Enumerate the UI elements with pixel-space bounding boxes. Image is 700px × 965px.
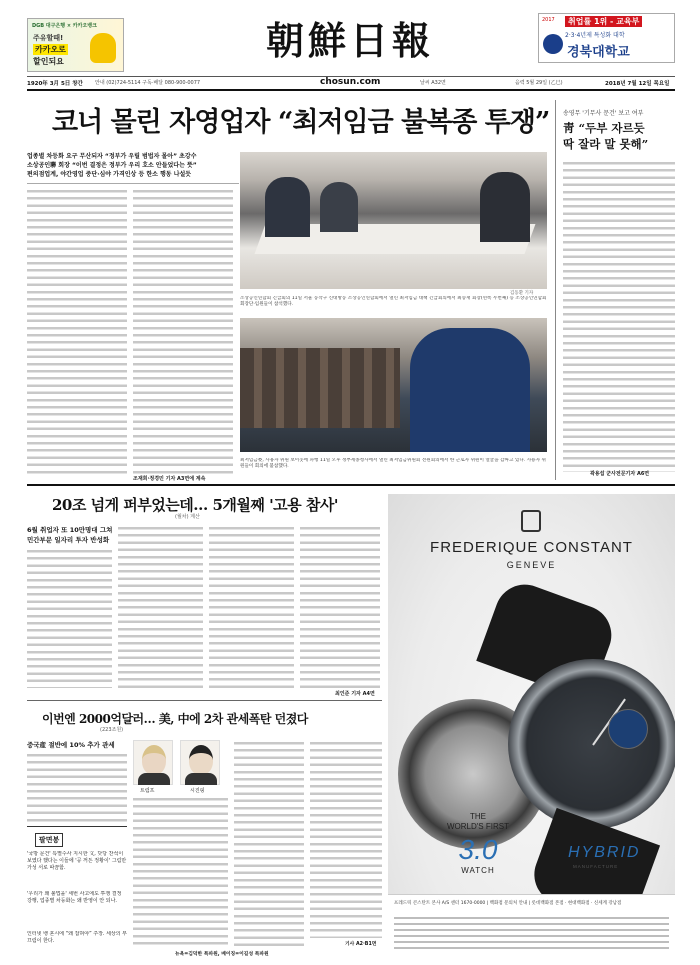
university-emblem-icon bbox=[543, 34, 563, 54]
side-byline: 곽용섭 군사전문기자 A6면 bbox=[590, 471, 650, 477]
top-ad-left-line3: 할인되요 bbox=[33, 57, 64, 66]
masthead-title: 朝鮮日報 bbox=[265, 18, 434, 63]
ad-brand: FREDERIQUE CONSTANT bbox=[430, 539, 633, 556]
top-ad-left-brand: DGB 대구은행 × 카카오뱅크 bbox=[32, 23, 97, 29]
ad-footer-text: 프레드릭 콘스탄트 본사 A/S 센터 1670-0000 | 백화점 문의처 안내 | 롯데백화점 본점 · 현대백화점 · 신세계 강남점 bbox=[394, 901, 622, 906]
main-subhead bbox=[27, 152, 240, 179]
photo-chairs bbox=[240, 348, 400, 428]
jobs-byline: 최인준 기자 A4면 bbox=[335, 691, 375, 697]
ad-city: GENEVE bbox=[506, 560, 557, 570]
jobs-headline[interactable]: 20조 넘게 퍼부었는데… 5개월째 '고용 참사' bbox=[52, 496, 338, 514]
subhead-line-3: 편의점업계, 야간영업 중단·심야 가격인상 등 한소 행동 나설듯 bbox=[27, 171, 192, 178]
issue-date: 2018년 7월 12일 목요일 bbox=[605, 81, 670, 87]
ad-tagline-1: THE bbox=[470, 812, 486, 821]
top-ad-right-line2: 2·3·4년제 특성화 대학 bbox=[565, 32, 625, 39]
top-ad-right[interactable] bbox=[538, 13, 675, 63]
tariff-sub: (223조원) bbox=[100, 727, 124, 733]
ad-tagline-2: WORLD'S FIRST bbox=[447, 822, 509, 831]
photo-credit: 김동환 기자 bbox=[510, 291, 534, 296]
main-body-col-2 bbox=[133, 188, 233, 478]
main-body-col-1 bbox=[27, 188, 127, 478]
ad-product: HYBRID bbox=[568, 844, 641, 861]
section-rule bbox=[27, 484, 675, 486]
meeting-photo[interactable] bbox=[240, 152, 547, 289]
subhead-line-1: 업종별 차등화 요구 무산되자 “정부가 우릴 범법자 몰아” 초강수 bbox=[27, 153, 197, 160]
site-link[interactable]: chosun.com bbox=[320, 77, 381, 87]
column-item-1: '국방 문건' 특별수사 지시한 文, 닷당 찬석이 보였다 했다는 이들에 '공 꺼든 정황이' 그림만 가성 서로 따끔함. bbox=[27, 851, 127, 871]
watch-ad[interactable] bbox=[388, 494, 675, 954]
main-headline[interactable]: 코너 몰린 자영업자 “최저임금 불복종 투쟁” bbox=[52, 107, 550, 138]
trump-face-icon bbox=[142, 745, 166, 775]
xi-face-icon bbox=[189, 745, 213, 775]
jobs-body-col-2 bbox=[118, 525, 203, 688]
jobs-body-col-3 bbox=[209, 525, 294, 688]
ad-version: 3.0 bbox=[458, 834, 498, 865]
photo-person-3 bbox=[480, 172, 530, 242]
main-byline: 조재희·정경민 기자 A3면에 계속 bbox=[133, 476, 206, 482]
top-ad-right-year: 2017 bbox=[542, 17, 555, 23]
trump-suit bbox=[138, 773, 170, 785]
jobs-lead-1: 6월 취업자 또 10만명대 그쳐 bbox=[27, 526, 113, 534]
tariff-body-col-3 bbox=[234, 740, 304, 946]
ad-footer-lines bbox=[394, 915, 669, 949]
watch-subdial-icon bbox=[608, 709, 648, 749]
portrait-label-1: 트럼프 bbox=[140, 788, 155, 794]
ad-footer bbox=[388, 894, 675, 954]
tariff-headline[interactable]: 이번엔 2000억달러… 美, 中에 2차 관세폭탄 던졌다 bbox=[42, 712, 308, 726]
column-title[interactable]: 팔면봉 bbox=[35, 833, 63, 847]
tariff-lead: 중국産 절반에 10% 추가 관세 bbox=[27, 741, 115, 749]
top-ad-right-school: 경북대학교 bbox=[567, 45, 630, 60]
committee-photo[interactable] bbox=[240, 318, 547, 452]
founded-date: 1920年 3月 5日 창간 bbox=[27, 81, 83, 87]
column-item-3: 인터넷 뱅 혼시에 “왜 잡혀야” 주장. 세상의 부끄럼이 한다. bbox=[27, 931, 127, 944]
tariff-byline-2: 기사 A2·B1면 bbox=[345, 942, 377, 947]
masthead-rule-bottom bbox=[27, 89, 675, 91]
top-ad-left-line1: 주유할때! bbox=[33, 34, 64, 42]
top-ad-right-line1: 취업률 1위 - 교육부 bbox=[565, 16, 642, 27]
tariff-body-col-1 bbox=[27, 752, 127, 822]
photo-caption: 소상공인연합회 긴급회의 11일 서울 동작구 신대방동 소상공인연합회에서 열린 최저임금 대책 긴급회의에서 최승재 회장(왼쪽 두번째) 등 소상공인연합회 회장단·임원들이 참석했다. bbox=[240, 296, 547, 307]
subhead-rule bbox=[27, 183, 239, 184]
weather-info: 날씨 A32면 bbox=[420, 80, 446, 86]
xi-portrait bbox=[180, 740, 220, 785]
ad-watch-label: WATCH bbox=[461, 866, 495, 875]
tariff-body-col-4 bbox=[310, 740, 382, 938]
tariff-byline: 뉴욕=김덕한 특파원, 베이징=이길성 특파원 bbox=[175, 952, 269, 957]
jobs-body-col-1 bbox=[27, 548, 112, 688]
jobs-rule bbox=[27, 700, 382, 701]
ad-product-sub: MANUFACTURE bbox=[573, 864, 619, 869]
trump-portrait bbox=[133, 740, 173, 785]
column-box bbox=[27, 826, 127, 954]
photo-person-2 bbox=[320, 182, 358, 232]
side-body bbox=[563, 160, 675, 472]
side-kicker: 송영무 '기무사 문건' 보고 여부 bbox=[563, 110, 644, 117]
xi-suit bbox=[185, 773, 217, 785]
jobs-body-col-4 bbox=[300, 525, 380, 688]
subhead-line-2: 소상공인聯 회장 “이번 결정은 정부가 우리 호소 안들었다는 뜻” bbox=[27, 162, 197, 169]
brand-logo-icon bbox=[521, 510, 541, 532]
top-ad-left-line2: 카카오로 bbox=[35, 45, 66, 54]
watch-face-icon bbox=[508, 659, 675, 829]
jobs-sub: (월차) 계산 bbox=[175, 514, 200, 520]
column-item-2: '우리가 왜 불법을' 세번 사고에도 투쟁 결정 강행, 업종별 차등화는 왜 반영이 안 되나. bbox=[27, 891, 122, 904]
lunar-date: 음력 5월 29일 (乙巳) bbox=[515, 80, 563, 86]
portrait-label-2: 시진핑 bbox=[190, 788, 205, 794]
jobs-lead-2: 민간부문 일자리 투자 반성화 bbox=[27, 536, 110, 544]
photo-person-1 bbox=[265, 177, 310, 237]
side-divider bbox=[555, 100, 556, 480]
tariff-body-col-2 bbox=[133, 796, 228, 946]
side-headline-2[interactable]: 딱 잘라 말 못해” bbox=[563, 137, 649, 151]
photo-worker bbox=[410, 328, 530, 452]
photo2-caption: 최저임금委, 사용자 위원 보이콧에 파행 11일 오후 정부세종청사에서 열린 최저임금위원회 전원회의에서 한 근로자 위원이 얼굴을 감싸고 있다. 사용자 위원들이 회의에 불참했다. bbox=[240, 458, 546, 469]
contact-info: 안내 (02)724-5114 구독·배달 080-900-0077 bbox=[95, 80, 201, 86]
side-headline-1[interactable]: 靑 “두부 자르듯 bbox=[563, 121, 645, 135]
